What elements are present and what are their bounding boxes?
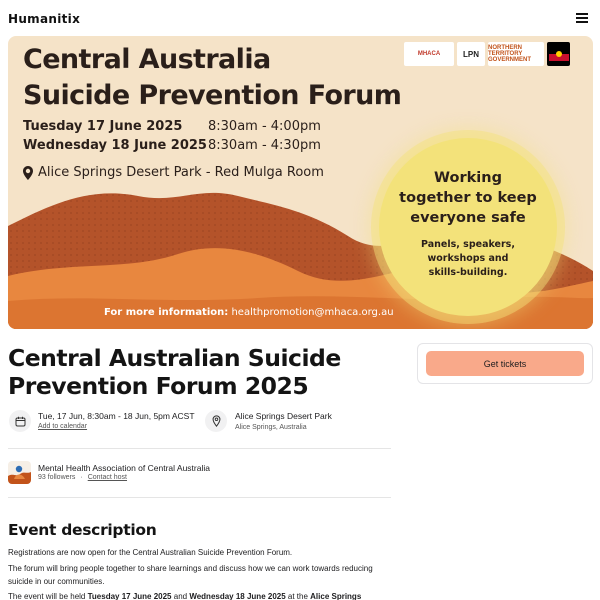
divider <box>8 497 391 498</box>
desc-p3-text-c: and <box>171 592 190 600</box>
flag-icon <box>549 47 569 61</box>
nt-government-logo: NORTHERN TERRITORY GOVERNMENT <box>488 42 544 66</box>
banner-dates <box>23 118 321 155</box>
pin-icon <box>23 166 33 180</box>
desc-p3-text-e: at the <box>285 592 311 600</box>
circle-subtext-line2: workshops and <box>427 253 509 264</box>
divider <box>8 448 391 449</box>
banner-title-line1: Central Australia <box>23 44 271 75</box>
description-paragraph-1: Registrations are now open for the Central Australian Suicide Prevention Forum. <box>8 548 293 557</box>
sponsor-logos <box>404 42 586 66</box>
menu-icon[interactable] <box>576 13 588 23</box>
circle-headline-line2: together to keep <box>399 190 537 206</box>
event-datetime: Tue, 17 Jun, 8:30am - 18 Jun, 5pm ACST <box>38 411 195 421</box>
humanitix-logo[interactable]: Humanitix <box>8 12 81 26</box>
desc-p3-text-a: The event will be held <box>8 592 88 600</box>
top-bar <box>0 0 600 36</box>
venue-city: Alice Springs, Australia <box>235 424 307 431</box>
calendar-icon <box>9 410 31 432</box>
sun-circle <box>379 138 557 316</box>
banner-date-2: Wednesday 18 June 2025 <box>23 137 207 153</box>
desc-p3-venue: Alice Springs <box>310 592 362 600</box>
desc-p3-date-2: Wednesday 18 June 2025 <box>189 592 286 600</box>
banner-info-email: healthpromotion@mhaca.org.au <box>231 307 394 318</box>
circle-headline-line1: Working <box>434 170 502 186</box>
banner-venue-text: Alice Springs Desert Park - Red Mulga Room <box>38 165 324 180</box>
lpn-logo: LPN <box>457 42 485 66</box>
banner-info-label: For more information: <box>104 307 229 318</box>
description-heading: Event description <box>8 521 157 539</box>
circle-headline <box>379 168 557 228</box>
ticket-card <box>417 343 593 384</box>
host-meta <box>38 474 127 481</box>
event-banner <box>8 36 593 329</box>
aboriginal-flag-logo <box>547 42 570 66</box>
circle-subtext-line3: skills-building. <box>428 267 508 278</box>
mhaca-logo: MHACA <box>404 42 454 66</box>
host-followers: 93 followers <box>38 474 76 481</box>
location-icon <box>205 410 227 432</box>
add-to-calendar-link[interactable]: Add to calendar <box>38 423 88 430</box>
banner-venue <box>23 165 324 180</box>
get-tickets-button[interactable]: Get tickets <box>426 351 584 376</box>
contact-host-link[interactable]: Contact host <box>87 474 128 481</box>
description-paragraph-2: The forum will bring people together to share learnings and discuss how we can work towards reducing suicide in our communities. <box>8 564 373 586</box>
banner-title-line2: Suicide Prevention Forum <box>23 80 402 111</box>
host-meta-separator: · <box>80 474 83 481</box>
host-name[interactable]: Mental Health Association of Central Australia <box>38 463 210 473</box>
banner-time-2: 8:30am - 4:30pm <box>208 137 321 153</box>
circle-subtext-line1: Panels, speakers, <box>421 239 515 250</box>
banner-info <box>104 307 394 318</box>
host-logo-icon[interactable] <box>8 461 31 484</box>
banner-time-1: 8:30am - 4:00pm <box>208 119 321 134</box>
desc-p3-date-1: Tuesday 17 June 2025 <box>87 592 172 600</box>
circle-subtext <box>379 238 557 280</box>
circle-headline-line3: everyone safe <box>410 210 526 226</box>
banner-date-1: Tuesday 17 June 2025 <box>23 119 183 134</box>
venue-name[interactable]: Alice Springs Desert Park <box>235 411 332 421</box>
page-title: Central Australian Suicide Prevention Forum 2025 <box>8 344 341 400</box>
description-paragraph-3 <box>8 591 378 600</box>
banner-title <box>23 42 401 114</box>
